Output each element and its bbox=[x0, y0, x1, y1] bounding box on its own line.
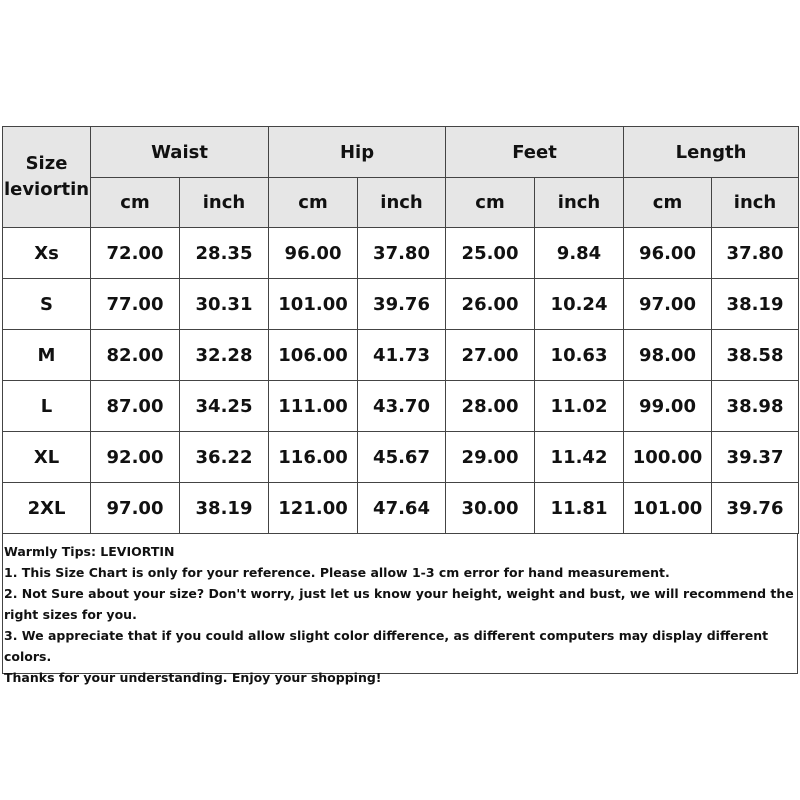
value-cell: 97.00 bbox=[91, 483, 180, 534]
tips-closing: Thanks for your understanding. Enjoy your shopping! bbox=[4, 670, 382, 685]
value-cell: 116.00 bbox=[269, 432, 358, 483]
value-cell: 96.00 bbox=[269, 228, 358, 279]
value-cell: 92.00 bbox=[91, 432, 180, 483]
tip-item: 3. We appreciate that if you could allow slight color difference, as different computers may display different colors. bbox=[4, 628, 769, 664]
table-row bbox=[3, 330, 799, 381]
group-header-row bbox=[3, 127, 799, 178]
value-cell: 101.00 bbox=[269, 279, 358, 330]
size-column-header bbox=[3, 127, 91, 228]
value-cell: 121.00 bbox=[269, 483, 358, 534]
unit-header-cell: cm bbox=[269, 178, 358, 228]
value-cell: 9.84 bbox=[535, 228, 624, 279]
value-cell: 11.81 bbox=[535, 483, 624, 534]
value-cell: 30.00 bbox=[446, 483, 535, 534]
value-cell: 10.24 bbox=[535, 279, 624, 330]
value-cell: 99.00 bbox=[624, 381, 712, 432]
value-cell: 43.70 bbox=[358, 381, 446, 432]
size-cell: L bbox=[3, 381, 91, 432]
unit-header-cell: cm bbox=[91, 178, 180, 228]
value-cell: 47.64 bbox=[358, 483, 446, 534]
table-row bbox=[3, 381, 799, 432]
table-row bbox=[3, 432, 799, 483]
table-row bbox=[3, 483, 799, 534]
tips-section bbox=[4, 541, 794, 688]
value-cell: 38.19 bbox=[180, 483, 269, 534]
tip-item: 1. This Size Chart is only for your reference. Please allow 1-3 cm error for hand measurement. bbox=[4, 565, 670, 580]
table-row bbox=[3, 279, 799, 330]
value-cell: 30.31 bbox=[180, 279, 269, 330]
value-cell: 38.19 bbox=[712, 279, 799, 330]
size-header-line2: leviortin bbox=[3, 179, 90, 200]
group-header-length: Length bbox=[624, 127, 799, 178]
value-cell: 36.22 bbox=[180, 432, 269, 483]
value-cell: 106.00 bbox=[269, 330, 358, 381]
value-cell: 27.00 bbox=[446, 330, 535, 381]
unit-header-cell: inch bbox=[180, 178, 269, 228]
value-cell: 26.00 bbox=[446, 279, 535, 330]
unit-header-cell: inch bbox=[712, 178, 799, 228]
value-cell: 98.00 bbox=[624, 330, 712, 381]
unit-header-cell: inch bbox=[535, 178, 624, 228]
value-cell: 77.00 bbox=[91, 279, 180, 330]
size-header-line1: Size bbox=[25, 153, 68, 174]
value-cell: 11.02 bbox=[535, 381, 624, 432]
value-cell: 39.37 bbox=[712, 432, 799, 483]
value-cell: 32.28 bbox=[180, 330, 269, 381]
value-cell: 29.00 bbox=[446, 432, 535, 483]
size-cell: 2XL bbox=[3, 483, 91, 534]
value-cell: 97.00 bbox=[624, 279, 712, 330]
value-cell: 45.67 bbox=[358, 432, 446, 483]
tip-item: 2. Not Sure about your size? Don't worry, just let us know your height, weight and bust, we will recommend the right sizes for you. bbox=[4, 586, 794, 622]
unit-header-cell: inch bbox=[358, 178, 446, 228]
value-cell: 28.35 bbox=[180, 228, 269, 279]
value-cell: 87.00 bbox=[91, 381, 180, 432]
value-cell: 82.00 bbox=[91, 330, 180, 381]
value-cell: 111.00 bbox=[269, 381, 358, 432]
size-chart-table bbox=[2, 126, 799, 534]
table-row bbox=[3, 228, 799, 279]
unit-header-cell: cm bbox=[624, 178, 712, 228]
value-cell: 72.00 bbox=[91, 228, 180, 279]
group-header-feet: Feet bbox=[446, 127, 624, 178]
size-cell: XL bbox=[3, 432, 91, 483]
unit-header-row bbox=[3, 178, 799, 228]
value-cell: 96.00 bbox=[624, 228, 712, 279]
value-cell: 34.25 bbox=[180, 381, 269, 432]
value-cell: 37.80 bbox=[358, 228, 446, 279]
size-cell: S bbox=[3, 279, 91, 330]
value-cell: 25.00 bbox=[446, 228, 535, 279]
group-header-hip: Hip bbox=[269, 127, 446, 178]
value-cell: 10.63 bbox=[535, 330, 624, 381]
value-cell: 38.98 bbox=[712, 381, 799, 432]
unit-header-cell: cm bbox=[446, 178, 535, 228]
value-cell: 39.76 bbox=[712, 483, 799, 534]
value-cell: 11.42 bbox=[535, 432, 624, 483]
value-cell: 100.00 bbox=[624, 432, 712, 483]
value-cell: 39.76 bbox=[358, 279, 446, 330]
tips-title: Warmly Tips: LEVIORTIN bbox=[4, 544, 175, 559]
size-cell: Xs bbox=[3, 228, 91, 279]
value-cell: 37.80 bbox=[712, 228, 799, 279]
value-cell: 41.73 bbox=[358, 330, 446, 381]
group-header-waist: Waist bbox=[91, 127, 269, 178]
value-cell: 38.58 bbox=[712, 330, 799, 381]
size-cell: M bbox=[3, 330, 91, 381]
value-cell: 101.00 bbox=[624, 483, 712, 534]
value-cell: 28.00 bbox=[446, 381, 535, 432]
